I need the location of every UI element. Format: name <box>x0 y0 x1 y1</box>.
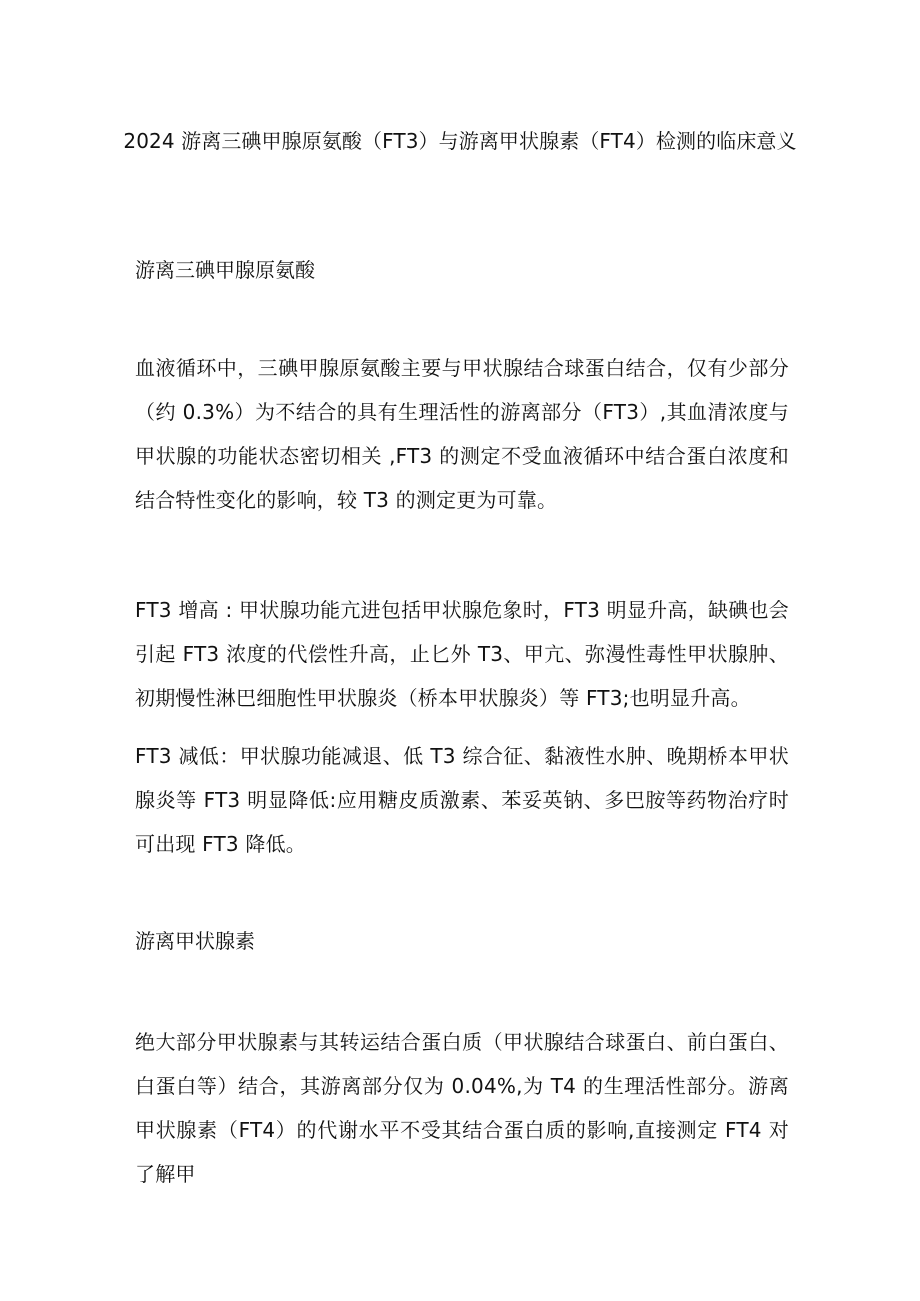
paragraph-ft3-decrease: FT3 减低：甲状腺功能减退、低 T3 综合征、黏液性水肿、晚期桥本甲状腺炎等 FT3 明显降低:应用糖皮质激素、苯妥英钠、多巴胺等药物治疗时可出现 FT3 降低。 <box>135 744 789 856</box>
paragraph-ft3-increase: FT3 增高 : 甲状腺功能亢进包括甲状腺危象时，FT3 明显升高，缺碘也会引起 FT3 浓度的代偿性升高，止匕外 T3、甲亢、弥漫性毒性甲状腺肿、初期慢性淋巴细胞性甲状腺炎（桥本甲状腺炎）等 FT3;也明显升高。 <box>135 598 789 710</box>
section-heading-ft3: 游离三碘甲腺原氨酸 <box>135 258 315 282</box>
paragraph-ft3-overview: 血液循环中，三碘甲腺原氨酸主要与甲状腺结合球蛋白结合，仅有少部分（约 0.3%）为不结合的具有生理活性的游离部分（FT3）,其血清浓度与甲状腺的功能状态密切相关 ,FT3 的测定不受血液循环中结合蛋白浓度和结合特性变化的影响，较 T3 的测定更为可靠。 <box>135 356 789 512</box>
document-title: 2024 游离三碘甲腺原氨酸（FT3）与游离甲状腺素（FT4）检测的临床意义 <box>123 129 797 153</box>
section-heading-ft4: 游离甲状腺素 <box>135 929 255 953</box>
paragraph-ft4-overview: 绝大部分甲状腺素与其转运结合蛋白质（甲状腺结合球蛋白、前白蛋白、白蛋白等）结合，其游离部分仅为 0.04%,为 T4 的生理活性部分。游离甲状腺素（FT4）的代谢水平不受其结合蛋白质的影响,直接测定 FT4 对了解甲 <box>135 1030 789 1186</box>
